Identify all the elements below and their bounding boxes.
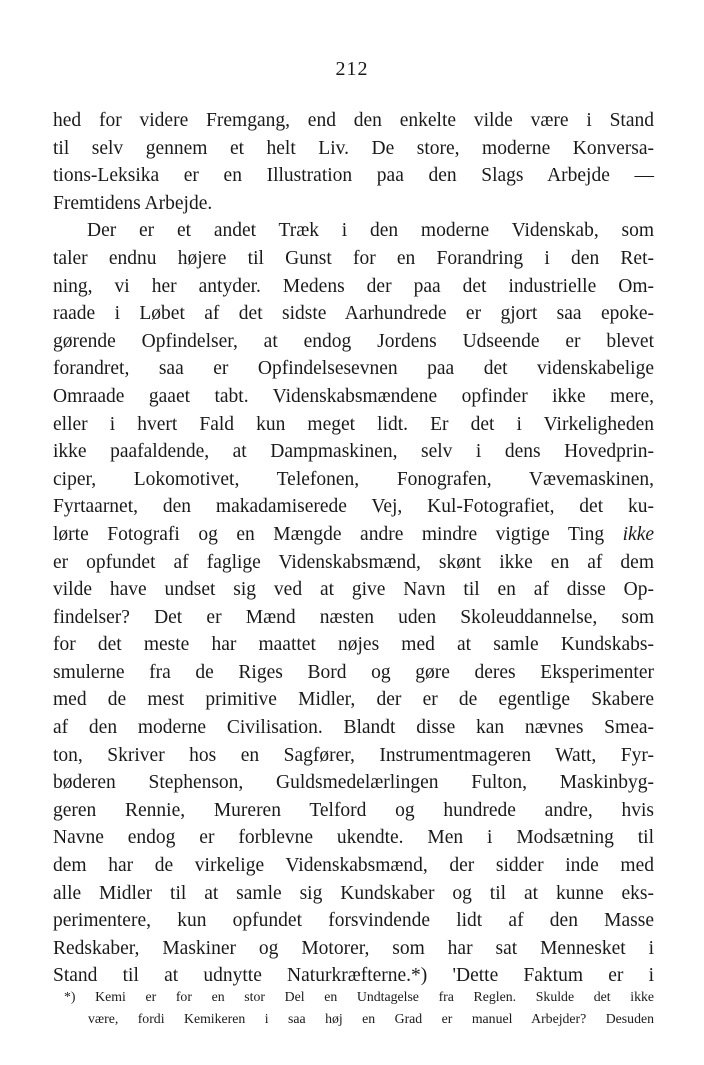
- text-line: hed for videre Fremgang, end den enkelte vilde være i Stand: [53, 110, 654, 131]
- text-line: forandret, saa er Opfindelsesevnen paa det videnskabelige: [53, 358, 654, 380]
- text-line: Omraade gaaet tabt. Videnskabsmændene opfinder ikke mere,: [53, 385, 654, 407]
- text-line: tions-Leksika er en Illustration paa den Slags Arbejde —: [53, 165, 654, 187]
- text-line: alle Midler til at samle sig Kundskaber og til at kunne eks-: [53, 882, 654, 904]
- text-line: gørende Opfindelser, at endog Jordens Udseende er blevet: [53, 330, 654, 352]
- body-text: [53, 107, 654, 990]
- text-line-with-emphasis: [53, 521, 654, 549]
- text-segment: lørte Fotografi og en Mængde andre mindre vigtige Ting: [53, 523, 605, 545]
- emphasis-text: ikke: [622, 523, 655, 545]
- text-line: findelser? Det er Mænd næsten uden Skoleuddannelse, som: [53, 606, 654, 628]
- text-line: Fyrtaarnet, den makadamiserede Vej, Kul-Fotografiet, det ku-: [53, 496, 654, 518]
- text-line: er opfundet af faglige Videnskabsmænd, skønt ikke en af dem: [53, 551, 654, 573]
- paragraph-first-line: Der er et andet Træk i den moderne Videnskab, som: [87, 220, 654, 242]
- text-line: ciper, Lokomotivet, Telefonen, Fonografen, Vævemaskinen,: [53, 468, 654, 490]
- text-line: vilde have undset sig ved at give Navn til en af disse Op-: [53, 579, 654, 601]
- text-line: Navne endog er forblevne ukendte. Men i Modsætning til: [53, 827, 654, 849]
- footnote-line: være, fordi Kemikeren i saa høj en Grad er manuel Arbejder? Desuden: [88, 1011, 654, 1026]
- text-line: geren Rennie, Mureren Telford og hundrede andre, hvis: [53, 799, 654, 821]
- text-line: ton, Skriver hos en Sagfører, Instrumentmageren Watt, Fyr-: [53, 744, 654, 766]
- page-number: 212: [335, 58, 369, 80]
- text-line: Redskaber, Maskiner og Motorer, som har sat Mennesket i: [53, 937, 654, 959]
- text-line: smulerne fra de Riges Bord og gøre deres Eksperimenter: [53, 661, 654, 683]
- text-line: til selv gennem et helt Liv. De store, moderne Konversa-: [53, 137, 654, 159]
- text-line: ning, vi her antyder. Medens der paa det industrielle Om-: [53, 275, 654, 297]
- text-line: taler endnu højere til Gunst for en Forandring i den Ret-: [53, 247, 654, 269]
- text-line: af den moderne Civilisation. Blandt disse kan nævnes Smea-: [53, 717, 654, 739]
- text-line: bøderen Stephenson, Guldsmedelærlingen Fulton, Maskinbyg-: [53, 772, 654, 794]
- footnote-line: *) Kemi er for en stor Del en Undtagelse fra Reglen. Skulde det ikke: [64, 989, 654, 1004]
- text-line: raade i Løbet af det sidste Aarhundrede er gjort saa epoke-: [53, 303, 654, 325]
- text-line: med de mest primitive Midler, der er de egentlige Skabere: [53, 689, 654, 711]
- text-line: eller i hvert Fald kun meget lidt. Er det i Virkeligheden: [53, 413, 654, 435]
- footnotes: [64, 986, 654, 1030]
- text-line: Fremtidens Arbejde.: [53, 192, 213, 214]
- text-line: for det meste har maattet nøjes med at samle Kundskabs-: [53, 634, 654, 656]
- text-line: perimentere, kun opfundet forsvindende lidt af den Masse: [53, 910, 654, 932]
- text-line: Stand til at udnytte Naturkræfterne.*) 'Dette Faktum er i: [53, 965, 654, 987]
- text-line: ikke paafaldende, at Dampmaskinen, selv i dens Hovedprin-: [53, 441, 654, 463]
- text-line: dem har de virkelige Videnskabsmænd, der sidder inde med: [53, 855, 654, 877]
